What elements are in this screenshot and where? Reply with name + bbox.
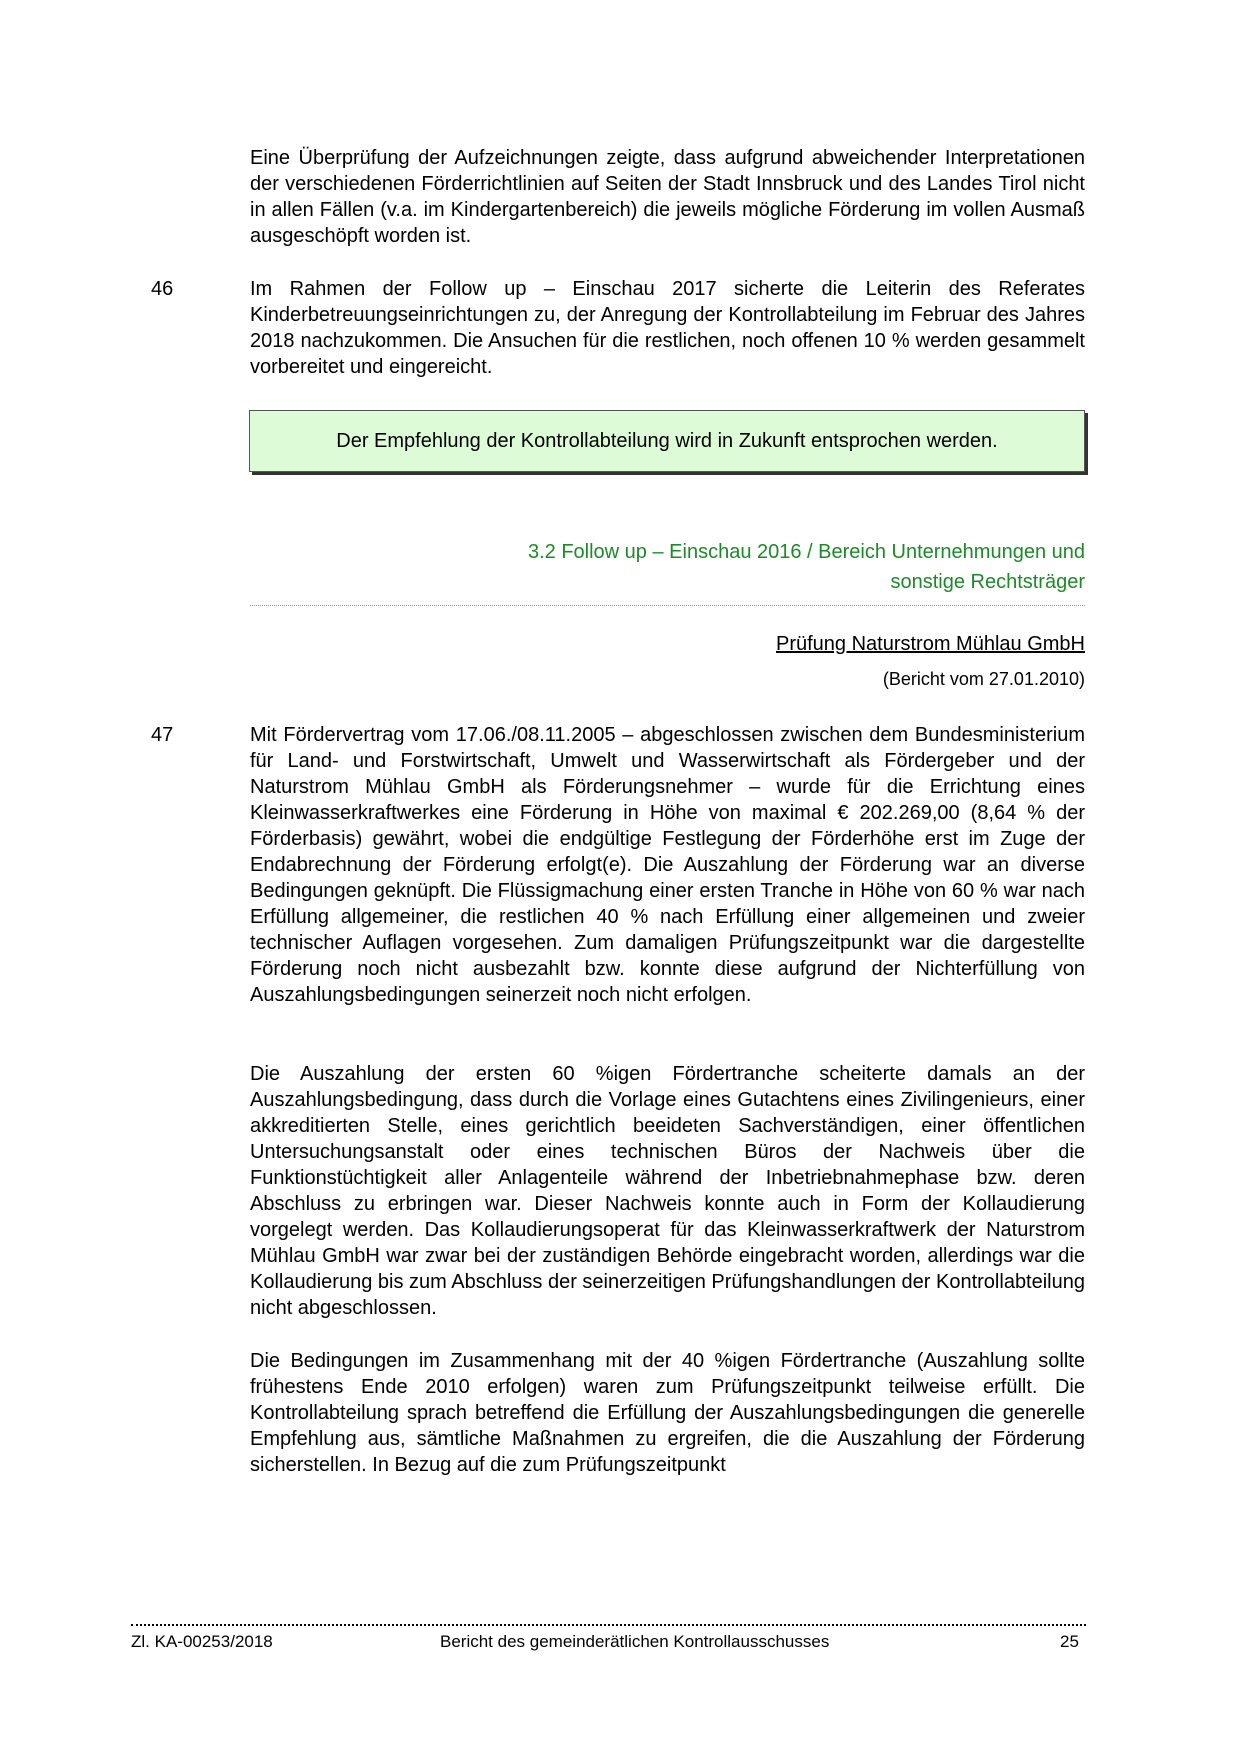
section-divider <box>250 605 1085 606</box>
paragraph-intro: Eine Überprüfung der Aufzeichnungen zeigte, dass aufgrund abweichender Interpretationen der verschiedenen Förderrichtlinien auf Seiten der Stadt Innsbruck und des Landes Tirol nicht in allen Fällen (v.a. im Kindergartenbereich) die jeweils mögliche Förderung im vollen Ausmaß ausgeschöpft worden ist. <box>250 147 1085 247</box>
section-heading-line1: 3.2 Follow up – Einschau 2016 / Bereich Unternehmungen und <box>527 541 1085 563</box>
footer-page-number: 25 <box>1060 1632 1079 1651</box>
paragraph-number-46: 46 <box>151 278 174 300</box>
footer-divider <box>131 1624 1086 1626</box>
paragraph-number-47: 47 <box>151 724 174 746</box>
paragraph-47b: Die Auszahlung der ersten 60 %igen Fördertranche scheiterte damals an der Auszahlungsbedingung, dass durch die Vorlage eines Gutachtens eines Zivilingenieurs, einer akkreditierten Stelle, eines gerichtlich beeideten Sachverständigen, einer öffentlichen Untersuchungsanstalt oder eines technischen Büros der Nachweis über die Funktionstüchtigkeit aller Anlagenteile während der Inbetriebnahmephase bzw. deren Abschluss zu erbringen war. Dieser Nachweis konnte auch in Form der Kollaudierung vorgelegt werden. Das Kollaudierungsoperat für das Kleinwasserkraftwerk der Naturstrom Mühlau GmbH war zwar bei der zuständigen Behörde eingebracht worden, allerdings war die Kollaudierung bis zum Abschluss der seinerzeitigen Prüfungshandlungen der Kontrollabteilung nicht abgeschlossen. <box>250 1063 1085 1319</box>
paragraph-47c: Die Bedingungen im Zusammenhang mit der 40 %igen Fördertranche (Auszahlung sollte frühestens Ende 2010 erfolgen) waren zum Prüfungszeitpunkt teilweise erfüllt. Die Kontrollabteilung sprach betreffend die Erfüllung der Auszahlungsbedingungen die generelle Empfehlung aus, sämtliche Maßnahmen zu ergreifen, die die Auszahlung der Förderung sicherstellen. In Bezug auf die zum Prüfungszeitpunkt <box>250 1350 1085 1476</box>
footer-title: Bericht des gemeinderätlichen Kontrollausschusses <box>440 1632 830 1651</box>
footer-reference: Zl. KA-00253/2018 <box>131 1632 273 1651</box>
recommendation-callout: Der Empfehlung der Kontrollabteilung wird in Zukunft entsprochen werden. <box>249 410 1085 472</box>
report-date: (Bericht vom 27.01.2010) <box>882 669 1085 689</box>
section-heading-line2: sonstige Rechtsträger <box>890 571 1085 593</box>
paragraph-47a: Mit Fördervertrag vom 17.06./08.11.2005 – abgeschlossen zwischen dem Bundesministerium für Land- und Forstwirtschaft, Umwelt und Wasserwirtschaft als Fördergeber und der Naturstrom Mühlau GmbH als Förderungsnehmer – wurde für die Errichtung eines Kleinwasserkraftwerkes eine Förderung in Höhe von maximal € 202.269,00 (8,64 % der Förderbasis) gewährt, wobei die endgültige Festlegung der Förderhöhe erst im Zuge der Endabrechnung der Förderung erfolgt(e). Die Auszahlung der Förderung war an diverse Bedingungen geknüpft. Die Flüssigmachung einer ersten Tranche in Höhe von 60 % war nach Erfüllung allgemeiner, die restlichen 40 % nach Erfüllung einer allgemeinen und zweier technischer Auflagen vorgesehen. Zum damaligen Prüfungszeitpunkt war die dargestellte Förderung noch nicht ausbezahlt bzw. konnte diese aufgrund der Nichterfüllung von Auszahlungsbedingungen seinerzeit noch nicht erfolgen. <box>250 724 1085 1006</box>
paragraph-46: Im Rahmen der Follow up – Einschau 2017 sicherte die Leiterin des Referates Kinderbetreuungseinrichtungen zu, der Anregung der Kontrollabteilung im Februar des Jahres 2018 nachzukommen. Die Ansuchen für die restlichen, noch offenen 10 % werden gesammelt vorbereitet und eingereicht. <box>250 278 1085 378</box>
subheading: Prüfung Naturstrom Mühlau GmbH <box>775 633 1085 655</box>
